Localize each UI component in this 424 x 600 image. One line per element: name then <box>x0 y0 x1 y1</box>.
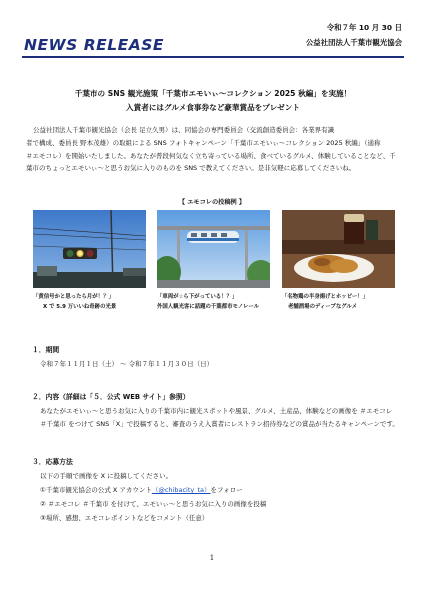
headline <box>26 87 400 115</box>
examples-label: 【 エモコレの投稿例 】 <box>178 199 246 206</box>
intro-paragraph <box>26 124 402 175</box>
example-caption-subtitle: 外国人観光客に話題の千葉都市モノレール <box>157 303 260 310</box>
example-caption-title: 「黄信号かと思ったら月が！？」 <box>33 294 114 300</box>
intro-line: 葉市のちょっとエモいぃ～と思うお気に入りのものを SNS で教えてください。是非気軽に応募してくださいね。 <box>26 164 356 173</box>
example-caption <box>282 293 405 312</box>
example-caption-subtitle: 老舗酒場のディープなグルメ <box>288 303 358 310</box>
content-line: ＃千葉市 をつけて SNS「X」で投稿すると、審査のうえ入賞者にレストラン招待券などの賞品が当たるキャンペーンです。 <box>40 420 399 428</box>
example-caption-title: 「車両が☆ら下がっている！？」 <box>157 294 238 300</box>
apply-step-1-suffix: をフォロー <box>210 486 243 494</box>
news-release-title: NEWS RELEASE <box>24 36 164 54</box>
headline-line-2: 入賞者にはグルメ食事券など豪華賞品をプレゼント <box>126 103 300 112</box>
example-caption <box>157 293 280 312</box>
intro-line: ＃エモコレ）を開始いたしました。あなたが普段何気なく立ち寄っている場所、食べているグルメ、体験していることなど、千 <box>26 151 396 160</box>
section-heading-period: １．期間 <box>32 346 60 354</box>
x-account-link[interactable]: （@chibacity_ta） <box>151 486 211 494</box>
example-caption-subtitle: X で 5.9 万いいね奇跡の光景 <box>43 303 117 310</box>
headline-line-1: 千葉市の SNS 観光施策「千葉市エモいぃ～コレクション 2025 秋編」を実施！ <box>74 89 352 98</box>
apply-step-1 <box>40 484 243 497</box>
page-number: 1 <box>209 554 215 562</box>
apply-step-1-prefix: ①千葉市観光協会の公式 X アカウント <box>40 486 152 494</box>
organization-name: 公益社団法人千葉市観光協会 <box>305 38 402 47</box>
intro-line: 公益社団法人千葉市観光協会（会長 足立久男）は、同協会の専門委員会（交流創造委員会：各業界有識 <box>33 126 335 134</box>
section-heading-apply: ３．応募方法 <box>32 458 73 466</box>
example-caption <box>33 293 156 312</box>
apply-intro: 以下の手順で画像を X に投稿してください。 <box>40 472 173 480</box>
intro-line: 者で構成、委員長 野本茂雄）の取組による SNS フォトキャンペーン「千葉市エモいぃ～コレクション 2025 秋編」（通称 <box>26 138 381 147</box>
photo-fried-chicken-hoppy <box>282 210 395 288</box>
apply-step-2: ② ＃エモコレ ＃千葉市 を付けて、エモいぃ～と思うお気に入りの画像を投稿 <box>40 500 267 508</box>
photo-traffic-light-moon <box>33 210 146 288</box>
apply-step-3: ③場所、感想、エモコレポイントなどをコメント（任意） <box>40 514 209 522</box>
title-underline <box>22 56 404 58</box>
example-caption-title: 「名物鶏の半身揚げとホッピー！」 <box>282 294 369 300</box>
photo-monorail <box>157 210 270 288</box>
period-text: 令和７年１１月１日（土） ～ 令和７年１１月３０日（日） <box>40 360 214 368</box>
release-date: 令和７年 10 月 30 日 <box>326 23 402 32</box>
section-heading-content: ２．内容（詳細は「５．公式 WEB サイト」参照） <box>32 393 190 401</box>
content-line: あなたがエモいぃ～と思うお気に入りの千葉市内に観光スポットや風景、グルメ、土産品、体験などの画像を ＃エモコレ <box>40 407 393 415</box>
